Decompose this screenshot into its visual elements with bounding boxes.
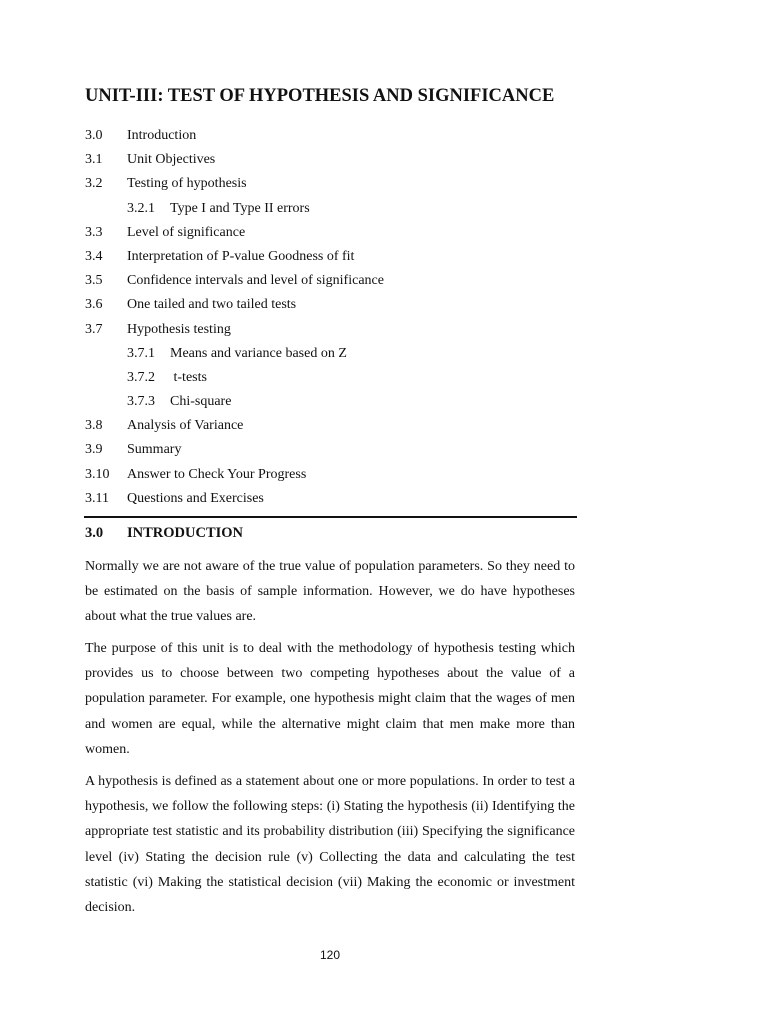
toc-item-number: 3.7.3 [127, 394, 155, 410]
toc-item [85, 414, 585, 438]
toc-item [85, 487, 585, 511]
toc-item-number: 3.0 [85, 128, 103, 143]
toc-item-number: 3.5 [85, 273, 103, 289]
toc-subitem [85, 366, 585, 390]
toc-subitem [85, 342, 585, 366]
toc-item-label: Type I and Type II errors [170, 200, 310, 216]
toc-item-number: 3.10 [85, 466, 110, 482]
toc-subitem [85, 390, 585, 414]
toc-item [85, 293, 585, 317]
toc-item-number: 3.7.1 [127, 345, 155, 361]
toc-item [85, 318, 585, 342]
toc-item-label: Confidence intervals and level of significance [127, 273, 384, 289]
toc-item-label: Interpretation of P-value Goodness of fit [127, 248, 355, 264]
toc-item-label: Level of significance [127, 224, 246, 240]
toc-item [85, 245, 585, 269]
toc-item-number: 3.3 [85, 224, 103, 240]
table-of-contents [85, 124, 585, 511]
section-title: INTRODUCTION [127, 525, 244, 541]
toc-item [85, 172, 585, 196]
toc-item-label: Analysis of Variance [127, 418, 244, 434]
section-number: 3.0 [85, 525, 104, 541]
toc-item-number: 3.2 [85, 176, 103, 192]
section-divider [84, 516, 577, 518]
toc-item-label: Testing of hypothesis [127, 176, 247, 192]
toc-item-label: Chi-square [170, 394, 232, 410]
toc-item-label: t-tests [170, 369, 207, 385]
toc-item-label: One tailed and two tailed tests [127, 297, 297, 313]
toc-subitem [85, 197, 585, 221]
toc-item-number: 3.8 [85, 418, 103, 434]
toc-item-label: Unit Objectives [127, 152, 216, 168]
paragraph: A hypothesis is defined as a statement about one or more populations. In order to test a hypothesis, we follow the following steps: (i) Stating the hypothesis (ii) Identifying the appropriate test statistic and its probability distribution (iii) Specifying the significance level (iv) Stating the decision rule (v) Collecting the data and calculating the test statistic (vi) Making the statistical decision (vii) Making the economic or investment decision. [85, 774, 575, 916]
unit-title: UNIT-III: TEST OF HYPOTHESIS AND SIGNIFICANCE [85, 86, 555, 106]
toc-item-label: Answer to Check Your Progress [127, 466, 307, 482]
toc-item-number: 3.7.2 [127, 369, 155, 385]
toc-item-number: 3.9 [85, 442, 103, 458]
toc-item [85, 438, 585, 462]
toc-item [85, 269, 585, 293]
toc-item-number: 3.2.1 [127, 200, 155, 216]
paragraph: Normally we are not aware of the true value of population parameters. So they need to be estimated on the basis of sample information. However, we do have hypotheses about what the true values are. [85, 559, 575, 625]
toc-item-number: 3.11 [85, 490, 109, 506]
toc-item-number: 3.4 [85, 248, 103, 264]
toc-item-label: Means and variance based on Z [170, 345, 347, 361]
toc-item-number: 3.6 [85, 297, 103, 313]
toc-item-label: Summary [127, 442, 182, 458]
page-number: 120 [319, 948, 341, 962]
toc-item [85, 463, 585, 487]
toc-item-label: Introduction [127, 128, 197, 143]
toc-item-number: 3.1 [85, 152, 103, 168]
paragraph: The purpose of this unit is to deal with the methodology of hypothesis testing which provides us to choose between two competing hypotheses about the value of a population parameter. For example, one hypothesis might claim that the wages of men and women are equal, while the alternative might claim that men make more than women. [85, 641, 575, 757]
toc-item-number: 3.7 [85, 321, 103, 337]
toc-item [85, 221, 585, 245]
toc-item-label: Questions and Exercises [127, 490, 264, 506]
toc-item [85, 148, 585, 172]
toc-item-label: Hypothesis testing [127, 321, 231, 337]
toc-item [85, 124, 585, 148]
